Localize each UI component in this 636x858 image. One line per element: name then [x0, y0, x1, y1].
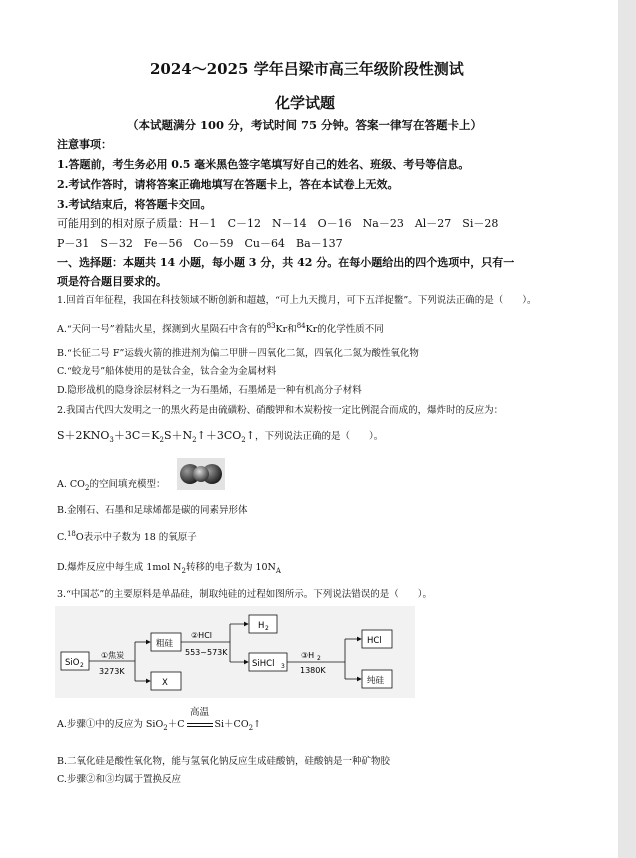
q2-option-c: C.$^{18}$O表示中子数为 18 的氧原子 — [57, 529, 197, 543]
diagram-sio2-sub: 2 — [80, 662, 84, 669]
q3-option-b: B.二氧化硅是酸性氧化物，能与氢氧化钠反应生成硅酸钠，硅酸钠是一种矿物胶 — [57, 756, 391, 767]
diagram-sihcl3: SiHCl — [252, 659, 275, 669]
diagram-hcl: HCl — [367, 636, 382, 646]
diagram-crude-si: 粗硅 — [156, 639, 174, 649]
diagram-step-3: ③H — [301, 651, 315, 660]
q3-option-a: A.步骤①中的反应为 SiO$_2$＋C 高温 $Si+CO_2↑$ — [57, 707, 262, 732]
q1-stem: 1.回首百年征程，我国在科技领域不断创新和超越，“可上九天揽月，可下五洋捉鳖”。下列说法正确的是（ ）。 — [57, 295, 537, 306]
diagram-temp-1: 3273K — [99, 667, 125, 676]
atomic-masses-line-1: 可能用到的相对原子质量：H－1 C－12 N－14 O－16 Na－23 Al－27 Si－28 — [57, 217, 499, 230]
diagram-temp-2: 553~573K — [185, 648, 228, 657]
q1-option-a: A.“天问一号”着陆火星，探测到火星陨石中含有的$^{83}$Kr和$^{84}$Kr的化学性质不同 — [57, 321, 384, 335]
q2-option-d: D.爆炸反应中每生成 1mol $N_2$转移的电子数为 $10N_A$ — [57, 562, 281, 575]
q1-option-c: C.“蛟龙号”船体使用的是钛合金，钛合金为金属材料 — [57, 366, 277, 377]
vertical-scrollbar[interactable] — [618, 0, 636, 858]
q2-stem: 2.我国古代四大发明之一的黑火药是由硫磺粉、硝酸钾和木炭粉按一定比例混合而成的，爆炸时的反应为： — [57, 405, 504, 416]
diagram-h2-sub: 2 — [265, 625, 269, 632]
diagram-sio2: SiO — [65, 658, 80, 668]
diagram-sihcl3-sub: 3 — [281, 663, 285, 670]
notice-item-2: 2.考试作答时，请将答案正确地填写在答题卡上，答在本试卷上无效。 — [57, 178, 399, 191]
silicon-process-diagram — [55, 606, 415, 698]
diagram-temp-3: 1380K — [300, 666, 326, 675]
notice-heading: 注意事项： — [57, 138, 112, 151]
diagram-pure-si: 纯硅 — [367, 676, 385, 686]
q3-option-c: C.步骤②和③均属于置换反应 — [57, 774, 181, 785]
diagram-step-1: ①焦炭 — [101, 651, 125, 660]
q2-option-a: A. $CO_2$的空间填充模型： — [57, 479, 166, 492]
reaction-condition: 高温 — [189, 707, 209, 718]
exam-note: （本试题满分 100 分，考试时间 75 分钟。答案一律写在答题卡上） — [127, 118, 483, 132]
subject-title: 化学试题 — [275, 94, 336, 112]
q2-equation: $S+2KNO_3+3C=K_2S+N_2↑+3CO_2↑$，下列说法正确的是（ ）。 — [57, 429, 384, 445]
diagram-x: X — [162, 678, 168, 688]
q2-option-b: B.金刚石、石墨和足球烯都是碳的同素异形体 — [57, 505, 248, 516]
atomic-masses-line-2: P－31 S－32 Fe－56 Co－59 Cu－64 Ba－137 — [57, 237, 343, 250]
notice-item-3: 3.考试结束后，将答题卡交回。 — [57, 198, 212, 211]
co2-space-filling-model — [177, 458, 225, 490]
q1-option-d: D.隐形战机的隐身涂层材料之一为石墨烯，石墨烯是一种有机高分子材料 — [57, 385, 362, 396]
diagram-step-2: ②HCl — [191, 631, 212, 640]
exam-title: 2024～2025 学年吕梁市高三年级阶段性测试 — [150, 60, 464, 78]
diagram-h2: H — [258, 621, 265, 631]
notice-item-1: 1.答题前，考生务必用 0.5 毫米黑色签字笔填写好自己的姓名、班级、考号等信息。 — [57, 158, 470, 171]
q3-stem: 3.“中国芯”的主要原料是单晶硅，制取纯硅的过程如图所示。下列说法错误的是（ ）。 — [57, 589, 433, 600]
q1-option-b: B.“长征二号 F”运载火箭的推进剂为偏二甲肼－四氧化二氮，四氧化二氮为酸性氧化物 — [57, 348, 419, 359]
diagram-step-3-sub: 2 — [317, 655, 321, 662]
section-1-heading: 一、选择题：本题共 14 小题，每小题 3 分，共 42 分。在每小题给出的四个选项中，只有一 — [57, 256, 515, 269]
section-1-heading-cont: 项是符合题目要求的。 — [57, 275, 167, 288]
